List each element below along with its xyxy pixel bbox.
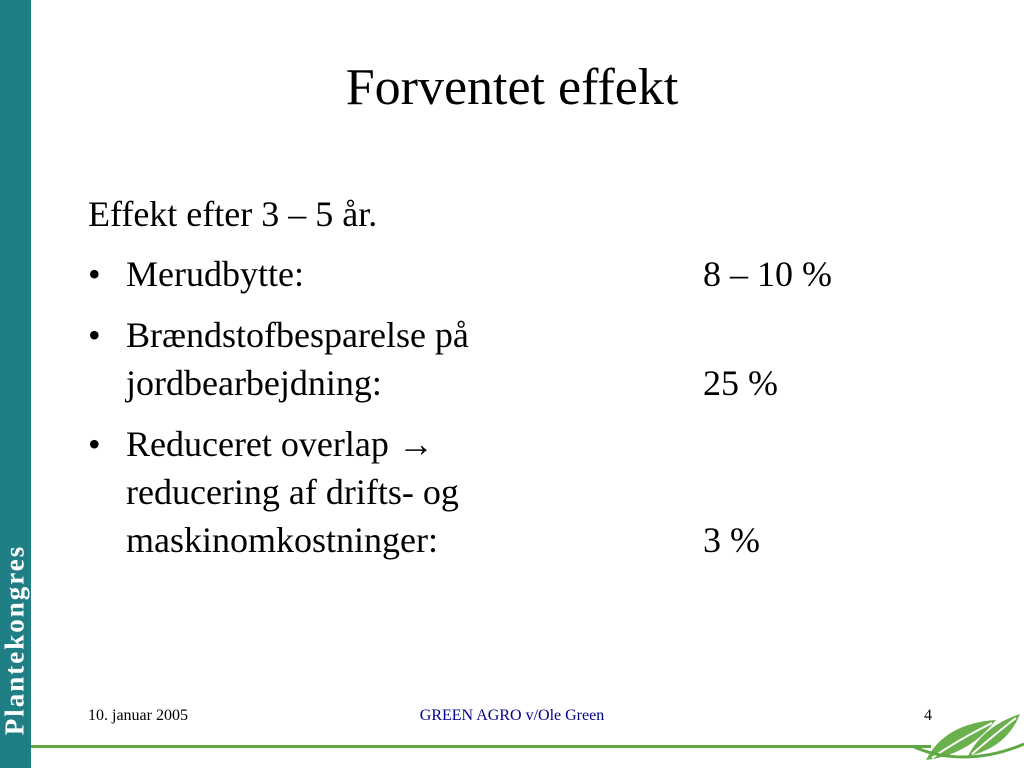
slide-body bbox=[88, 190, 832, 577]
intro-text: Effekt efter 3 – 5 år. bbox=[88, 194, 378, 234]
bullet-line bbox=[126, 311, 469, 359]
bullet-text: Brændstofbesparelse på bbox=[126, 315, 469, 355]
bullet-dot: • bbox=[88, 254, 101, 294]
brand-vertical-text: Plantekongres bbox=[0, 544, 30, 736]
bullet-item bbox=[88, 250, 832, 298]
bullet-text: Reduceret overlap → bbox=[126, 424, 434, 464]
bullet-dot: • bbox=[88, 424, 101, 464]
bullet-text: Merudbytte: bbox=[126, 254, 304, 294]
footer-center: GREEN AGRO v/Ole Green bbox=[419, 707, 605, 724]
bullet-item bbox=[88, 420, 760, 564]
bullet-line bbox=[126, 359, 778, 407]
bullet-line bbox=[126, 250, 832, 298]
bullet-line bbox=[126, 516, 760, 564]
bullet-value: 8 – 10 % bbox=[703, 254, 832, 294]
bullet-item bbox=[88, 311, 778, 407]
bullet-value: 3 % bbox=[703, 520, 760, 560]
bullet-text: maskinomkostninger: bbox=[126, 520, 438, 560]
footer-page-number: 4 bbox=[924, 707, 932, 724]
footer-date: 10. januar 2005 bbox=[88, 707, 188, 724]
bullet-value: 25 % bbox=[703, 363, 778, 403]
bullet-line bbox=[126, 420, 469, 468]
bullet-line bbox=[126, 468, 469, 516]
bullet-dot: • bbox=[88, 315, 101, 355]
leaf-logo-icon bbox=[912, 700, 1024, 768]
bullet-text: reducering af drifts- og bbox=[126, 472, 459, 512]
slide-title: Forventet effekt bbox=[345, 59, 679, 116]
footer-divider bbox=[31, 745, 931, 748]
bullet-text: jordbearbejdning: bbox=[126, 363, 382, 403]
